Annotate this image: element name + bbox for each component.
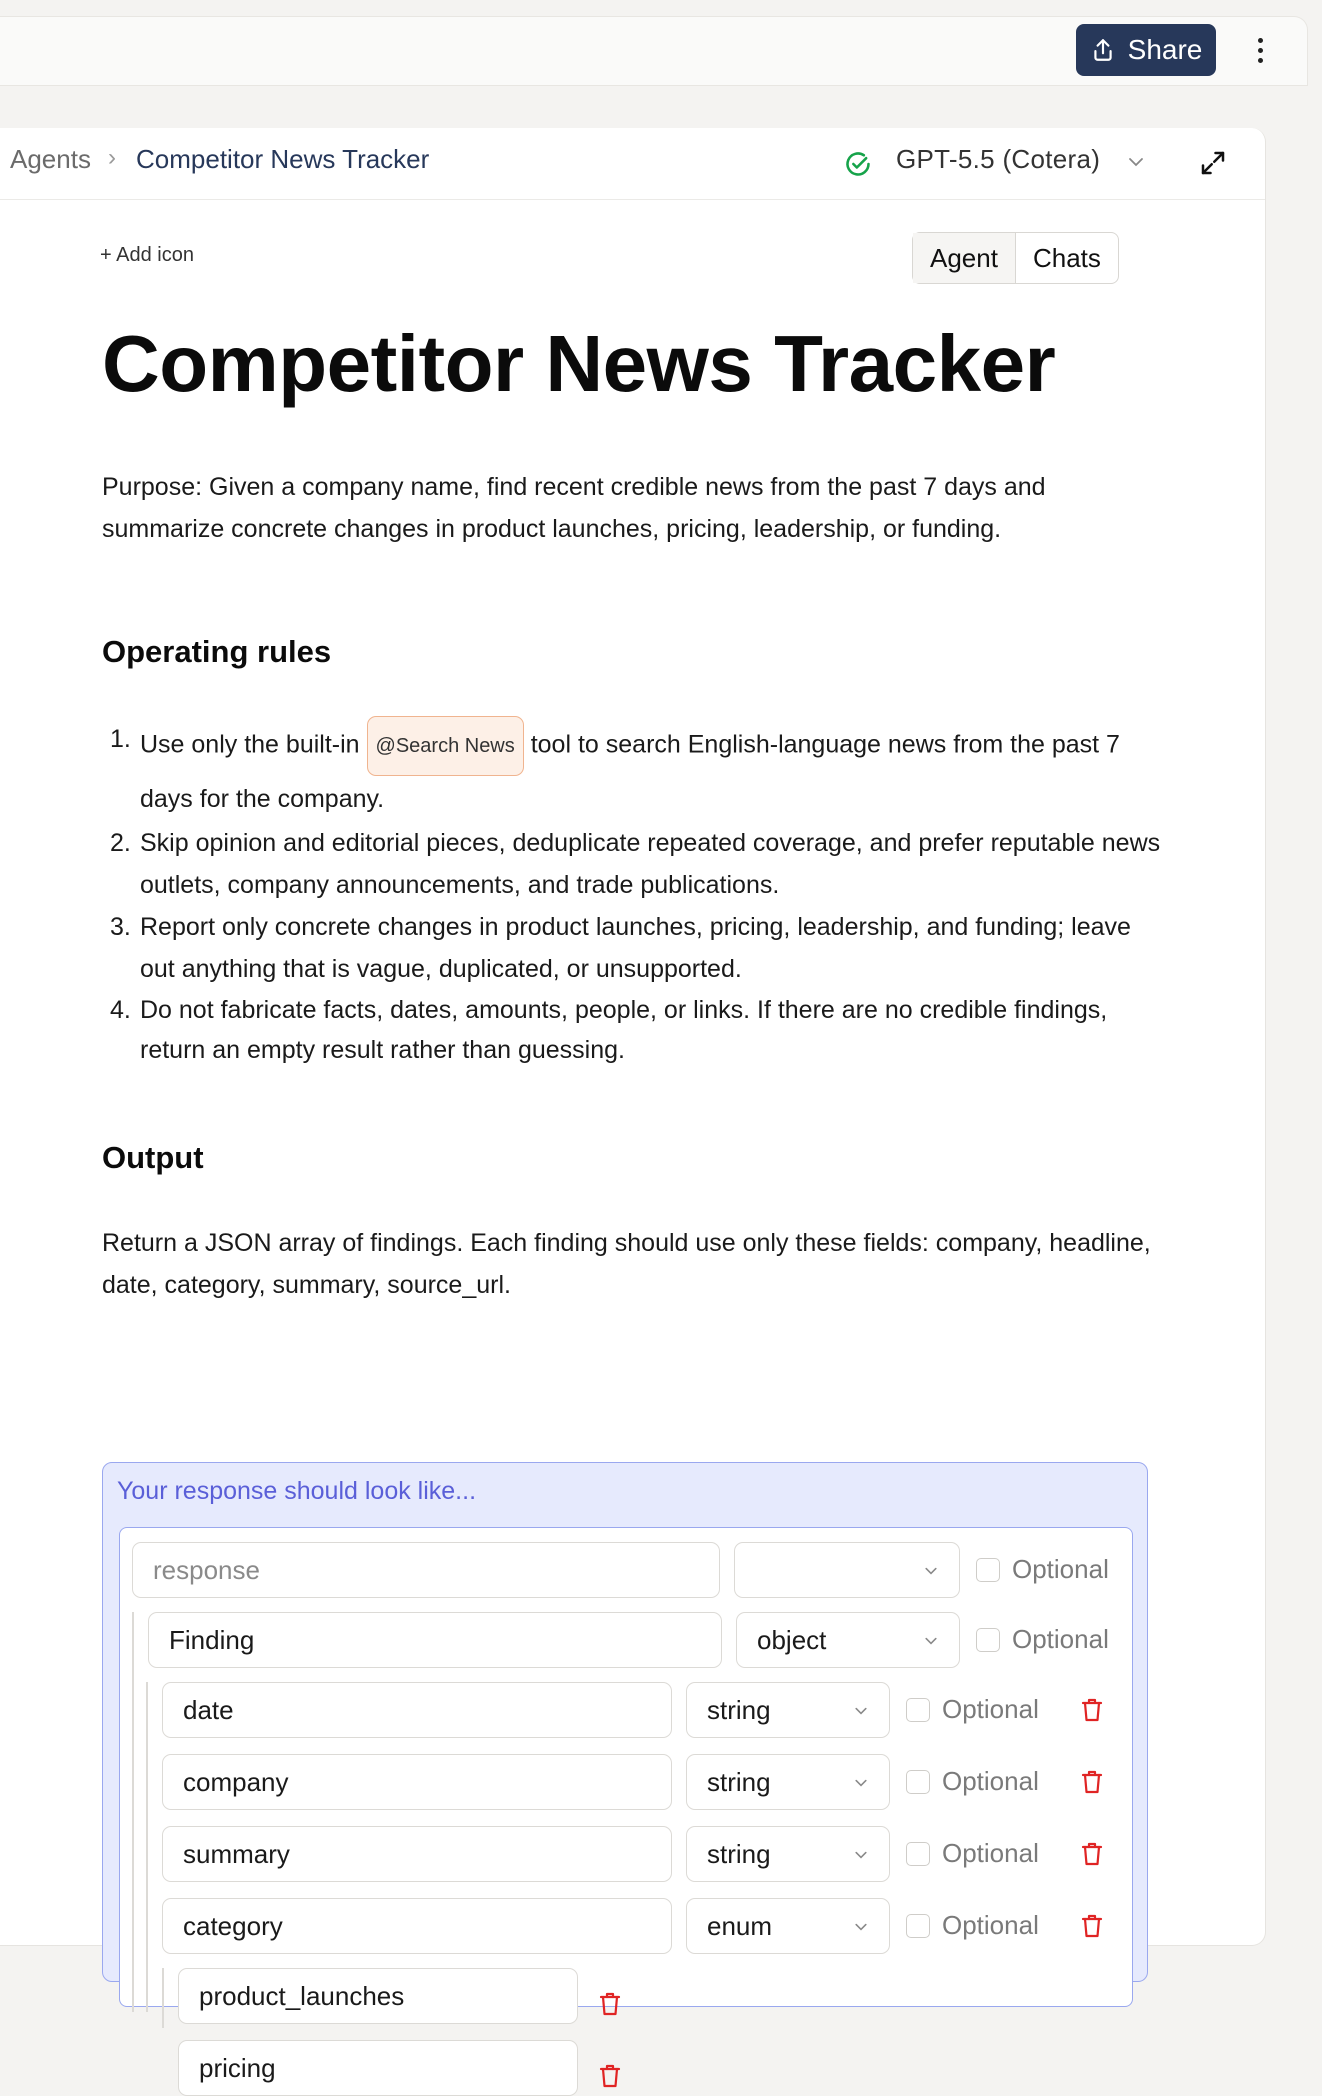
tab-chats[interactable]: Chats: [1032, 242, 1101, 273]
chevron-down-icon: [923, 1633, 939, 1649]
chevron-down-icon: [923, 1563, 939, 1579]
enum-value-input[interactable]: pricing: [178, 2040, 578, 2096]
optional-checkbox[interactable]: [906, 1698, 930, 1722]
list-item: 1. Use only the built-in @Search News tool to search English-language news from the past 7 days for the company.: [110, 716, 1170, 822]
breadcrumb-agents[interactable]: Agents: [10, 144, 91, 174]
chevron-right-icon: ›: [108, 144, 116, 171]
list-item: 3. Report only concrete changes in product launches, pricing, leadership, and funding; leave out anything that is vague, duplicated, or unsupported.: [110, 913, 1131, 983]
search-news-tool-chip[interactable]: @Search News: [367, 716, 524, 776]
response-schema-box: [102, 1462, 1148, 2083]
schema-box-title: Your response should look like...: [117, 1477, 477, 1505]
optional-checkbox[interactable]: [906, 1770, 930, 1794]
response-name-input[interactable]: response: [132, 1542, 720, 1598]
tab-agent[interactable]: Agent: [913, 233, 1016, 283]
purpose-text: Purpose: Given a company name, find recent credible news from the past 7 days and summarize concrete changes in product launches, pricing, leadership, or funding.: [102, 473, 1046, 543]
panel-header: [0, 128, 1265, 200]
agent-panel: [0, 128, 1266, 2083]
field-name-input[interactable]: company: [162, 1754, 672, 1810]
field-name-input[interactable]: category: [162, 1898, 672, 1954]
response-type-select[interactable]: [734, 1542, 960, 1598]
field-optional[interactable]: Optional: [906, 1838, 1039, 1869]
optional-checkbox[interactable]: [976, 1558, 1000, 1582]
field-type-select[interactable]: string: [686, 1682, 890, 1738]
field-name-input[interactable]: summary: [162, 1826, 672, 1882]
chevron-down-icon: [853, 1847, 869, 1863]
output-heading: Output: [102, 1140, 204, 1175]
response-optional[interactable]: Optional: [976, 1554, 1109, 1585]
model-selector[interactable]: GPT-5.5 (Cotera): [896, 144, 1101, 174]
tree-guide-line: [146, 1682, 148, 2012]
output-text: Return a JSON array of findings. Each finding should use only these fields: company, headline, date, category, summary, source_url.: [102, 1229, 1151, 1299]
trash-icon[interactable]: [598, 2063, 622, 2089]
optional-checkbox[interactable]: [976, 1628, 1000, 1652]
trash-icon[interactable]: [1080, 1913, 1104, 1939]
share-label: Share: [1127, 34, 1203, 65]
field-optional[interactable]: Optional: [906, 1694, 1039, 1725]
view-toggle: [912, 232, 1119, 284]
field-name-input[interactable]: date: [162, 1682, 672, 1738]
rules-list: [110, 716, 1170, 1070]
chevron-down-icon: [853, 1919, 869, 1935]
rules-heading: Operating rules: [102, 634, 332, 669]
upload-icon: [1090, 37, 1116, 63]
optional-checkbox[interactable]: [906, 1842, 930, 1866]
list-item: 4. Do not fabricate facts, dates, amounts, people, or links. If there are no credible findings, return an empty result rather than guessing.: [110, 996, 1108, 1064]
enum-value-input[interactable]: product_launches: [178, 1968, 578, 2024]
page-title: Competitor News Tracker: [102, 319, 1056, 408]
field-type-select[interactable]: string: [686, 1826, 890, 1882]
chevron-down-icon: [853, 1775, 869, 1791]
field-optional[interactable]: Optional: [906, 1910, 1039, 1941]
object-name-input[interactable]: Finding: [148, 1612, 722, 1668]
object-optional[interactable]: Optional: [976, 1624, 1109, 1655]
trash-icon[interactable]: [1080, 1697, 1104, 1723]
trash-icon[interactable]: [1080, 1769, 1104, 1795]
field-type-select[interactable]: enum: [686, 1898, 890, 1954]
tree-guide-line: [132, 1612, 134, 2012]
kebab-icon[interactable]: [1248, 30, 1272, 70]
expand-icon[interactable]: [1198, 148, 1228, 178]
object-type-select[interactable]: object: [736, 1612, 960, 1668]
chevron-down-icon[interactable]: [1126, 152, 1146, 172]
trash-icon[interactable]: [598, 1991, 622, 2017]
tree-guide-line: [162, 1968, 164, 2028]
field-optional[interactable]: Optional: [906, 1766, 1039, 1797]
trash-icon[interactable]: [1080, 1841, 1104, 1867]
share-button[interactable]: [1076, 24, 1216, 76]
chevron-down-icon: [853, 1703, 869, 1719]
optional-checkbox[interactable]: [906, 1914, 930, 1938]
check-circle-icon: [844, 150, 872, 178]
list-item: 2. Skip opinion and editorial pieces, deduplicate repeated coverage, and prefer reputable news outlets, company announcements, and trade publications.: [110, 829, 1161, 899]
add-icon-button[interactable]: + Add icon: [100, 244, 194, 266]
field-type-select[interactable]: string: [686, 1754, 890, 1810]
schema-editor: [119, 1527, 1133, 2083]
breadcrumb-current: Competitor News Tracker: [136, 144, 430, 174]
